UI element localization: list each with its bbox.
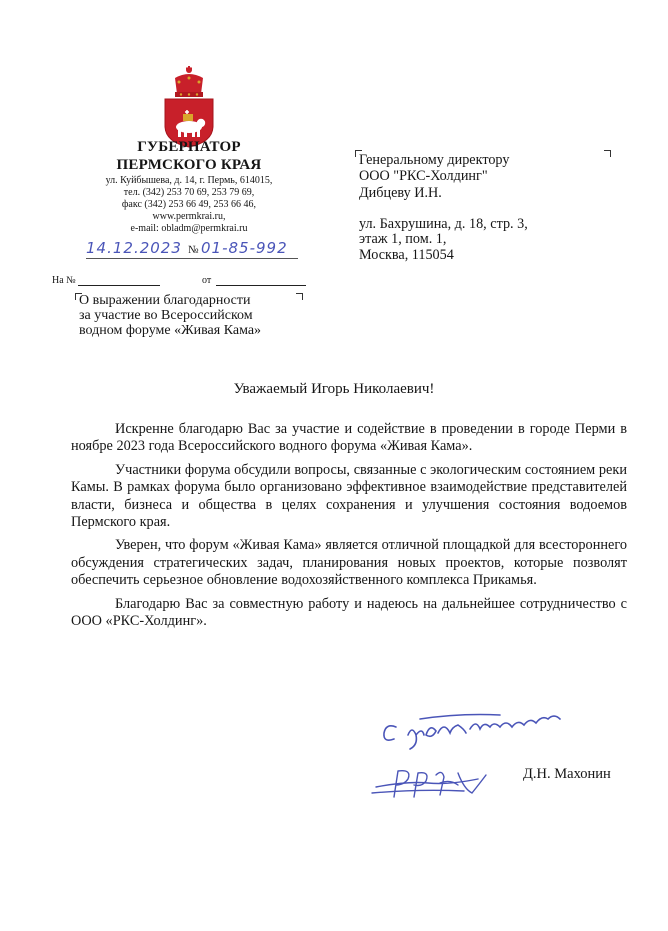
registration-number: 01-85-992: [201, 239, 288, 257]
body-paragraph-3: Уверен, что форум «Живая Кама» является отличной площадкой для всестороннего обсуждения стратегических задач, планирования новых проектов, которые позволят обеспечить серьезное обновление водохозяйственного комплекса Прикамья.: [71, 537, 627, 589]
ref-number-line: [78, 285, 160, 286]
subject-line-2: за участие во Всероссийском: [79, 308, 253, 323]
addressee-address-1: ул. Бахрушина, д. 18, стр. 3,: [359, 215, 528, 232]
header-website: www.permkrai.ru,: [152, 211, 226, 222]
registration-date: 14.12.2023: [86, 239, 182, 257]
header-email: e-mail: obladm@permkrai.ru: [130, 223, 248, 234]
perm-krai-emblem: [159, 64, 219, 148]
handwritten-closing: [380, 705, 570, 755]
reference-row: [52, 275, 312, 289]
body-paragraph-2: Участники форума обсудили вопросы, связанные с экологическим состоянием реки Камы. В рамках форума было организовано эффективное взаимодействие представителей власти, бизнеса и общества в целях сохранения и улучшения состояния водоемов Пермского края.: [71, 461, 627, 531]
ref-label: На №: [52, 275, 76, 286]
addressee-position-2: ООО "РКС-Холдинг": [359, 167, 488, 184]
ref-date-line: [216, 285, 306, 286]
registration-underline: [86, 258, 298, 259]
addressee-position-1: Генеральному директору: [359, 152, 510, 168]
header-address: ул. Куйбышева, д. 14, г. Пермь, 614015,: [105, 175, 273, 186]
addressee-block: [359, 153, 619, 263]
letter-body: [71, 421, 627, 636]
registration-number-sign: №: [188, 244, 199, 256]
addressee-address-3: Москва, 115054: [359, 246, 454, 263]
greeting: Уважаемый Игорь Николаевич!: [233, 381, 435, 397]
subject-block: [79, 293, 319, 338]
signatory-name: Д.Н. Махонин: [523, 766, 611, 782]
body-paragraph-4: Благодарю Вас за совместную работу и надеюсь на дальнейшее сотрудничество с ООО «РКС-Холдинг».: [71, 595, 627, 630]
subject-line-3: водном форуме «Живая Кама»: [79, 323, 262, 338]
header-phone: тел. (342) 253 70 69, 253 79 69,: [123, 187, 255, 198]
addressee-name: Дибцеву И.Н.: [359, 185, 442, 201]
addressee-address-2: этаж 1, пом. 1,: [359, 231, 447, 247]
header-fax: факс (342) 253 66 49, 253 66 46,: [121, 199, 257, 210]
header-title-governor: ГУБЕРНАТОР: [137, 139, 241, 155]
signature: [368, 763, 498, 803]
ref-from-label: от: [202, 275, 212, 286]
subject-line-1: О выражении благодарности: [79, 293, 251, 308]
body-paragraph-1: Искренне благодарю Вас за участие и содействие в проведении в городе Перми в ноябре 2023 года Всероссийского водного форума «Живая Кама».: [71, 421, 627, 455]
header-title-region: ПЕРМСКОГО КРАЯ: [116, 157, 262, 173]
